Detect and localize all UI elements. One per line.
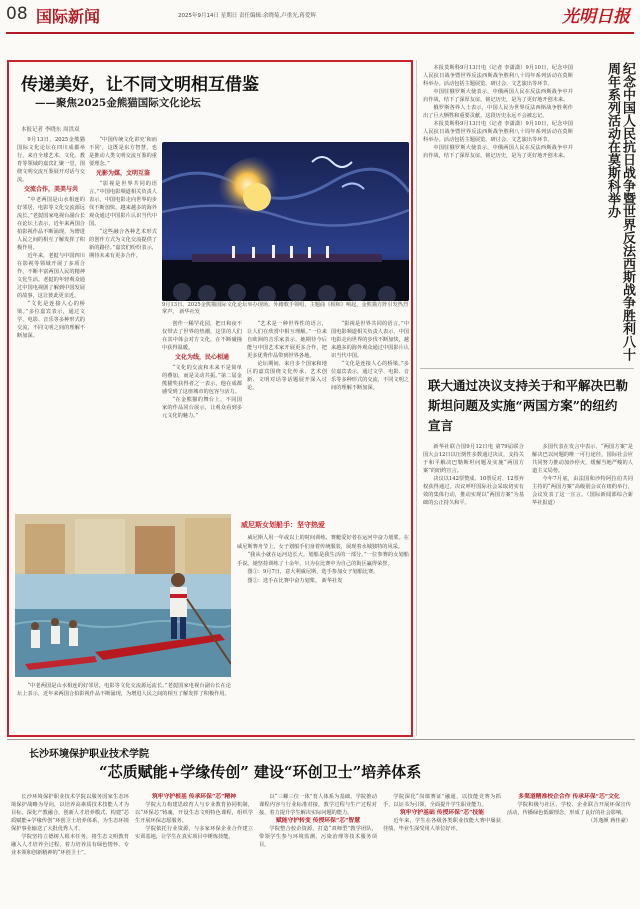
section-title: 国际新闻 [36, 7, 101, 26]
school-column-3 [259, 793, 377, 900]
paragraph: “中老两国是山水相连的好邻居，电影等文化交流源远流长。”老挝国家电视台副台长在论坛上表示，近年来两国合拍影视作品不断涌现，为增进人民之间的相互了解发挥了积极作用。 [17, 683, 231, 697]
paragraph: 新华社联合国9月12日电 第79届联合国大会12日以压倒性多数通过决议，支持关于和平解决巴勒斯坦问题及实施“两国方案”的纽约宣言。 [423, 444, 524, 474]
feature-subheadline: ——聚焦2025金熊猫国际文化论坛 [35, 97, 201, 109]
feature-column-5 [331, 320, 409, 508]
issue-info: 2025年9月14日 星期日 责任编辑:余晓菊,卢重光,蒋爱辉 [178, 13, 316, 19]
paragraph: 中国驻俄罗斯大使表示，中俄两国人民在反法西斯战争中并肩作战，结下了深厚友谊。铭记历史，是为了更好地开创未来。 [423, 145, 573, 159]
column-subhead: 赋能守护转变 传授环保“芯”智慧 [275, 818, 361, 824]
column-subhead: 交流合作，美美与共 [23, 186, 78, 193]
paragraph: 学院积极与社区、学校、企业联合开展环保宣传活动，传播绿色低碳理念，形成了良好的社会影响。 [507, 802, 631, 816]
paragraph: “文化是连接人心的桥梁。”多位嘉宾表示，通过文学、电影、音乐等多种形式的交流，不同文明之间的理解不断加深。 [331, 361, 409, 391]
paragraph: 学院依托行业资源，与多家环保企业合作建立实训基地，让学生在真实项目中锤炼技能。 [135, 826, 253, 840]
school-name: 长沙环境保护职业技术学院 [29, 749, 149, 760]
paragraph: 本报莫斯科9月13日电（记者 李潇潇）9月10日，纪念中国人民抗日战争暨世界反法西斯战争胜利八十周年系列活动在莫斯科举办。活动包括主题展览、研讨会、文艺演出等环节。 [423, 65, 573, 87]
column-subhead: 文化为线，民心相通 [174, 354, 229, 361]
column-subhead: 光影为媒，文明互鉴 [95, 170, 150, 177]
column-subhead: 多渠道精准校企合作 传承环保“芯”文化 [518, 794, 620, 800]
feature-byline: 本报记者 李晓东 周洪双 [21, 127, 80, 133]
paragraph: 学院深化“岗课赛证”融通，以技能竞赛为抓手，以证书为引领，全面提升学生职业能力。 [383, 794, 501, 808]
newspaper-logo: 光明日报 [562, 7, 630, 27]
paragraph: 9月13日，2025金熊猫国际文化论坛在四川成都举行，来自全球艺术、文化、教育等领域的嘉宾汇聚一堂，围绕文明交流互鉴展开对话与交流。 [17, 137, 85, 183]
paragraph: 长沙环境保护职业技术学院以服务国家生态环境保护战略为导向，以培养高素质技术技能人才为目标，深化产教融合，创新人才培养模式，构建“芯质赋能+学缘传创”环创卫士培养体系，为生态环境保护事业输送了大批优秀人才。 [11, 794, 129, 832]
paragraph: 论坛期间，来自多个国家和地区的嘉宾围绕文化传承、艺术创新、文明对话等话题展开深入讨论。 [247, 361, 327, 391]
column-subhead: 筑牢守护根基 传承环保“芯”精神 [151, 794, 237, 800]
photo-bottom-text [17, 682, 231, 734]
bottom-rule [7, 739, 635, 740]
section-rule [420, 368, 634, 369]
un-resolution-headline[interactable]: 联大通过决议支持关于和平解决巴勒斯坦问题及实施“两国方案”的纽约宣言 [428, 378, 629, 433]
school-feature [7, 741, 635, 904]
feature-column-1 [17, 136, 85, 506]
paragraph: “艺术是一种世界性的语言，让人们在欣赏中相互理解。”一位来自欧洲的音乐家表示，她期待今后能与中国艺术家开展更多合作，把更多优秀作品带到世界各地。 [247, 321, 327, 359]
inset-headline[interactable]: 威尼斯女划船手：坚守热爱 [241, 520, 325, 529]
masthead-rule [6, 32, 634, 34]
rowing-photo-image [15, 514, 231, 677]
paragraph: “这些融合各种艺术形式的创作方式为文化交流提供了新的路径。”嘉宾们纷纷表示，期待未来有更多合作。 [89, 229, 157, 259]
un-resolution-text [423, 443, 633, 733]
paragraph: “文化是连接人心的桥梁。”多位嘉宾表示，通过文学、电影、音乐等多种形式的交流，不同文明之间的理解不断加深。 [17, 301, 85, 339]
school-headline[interactable]: “芯质赋能+学缘传创” 建设“环创卫士”培养体系 [99, 763, 422, 781]
school-column-5 [507, 793, 631, 900]
feature-column-2 [89, 136, 157, 506]
paragraph: 本报莫斯科9月13日电（记者 李潇潇）9月10日，纪念中国人民抗日战争暨世界反法西斯战争胜利八十周年系列活动在莫斯科举办。活动包括主题展览、研讨会、文艺演出等环节。 [423, 121, 573, 143]
paragraph: 学院整合校企资源，打造“双师型”教学团队，带领学生参与环境监测、污染治理等技术服务项目。 [259, 826, 377, 848]
column-divider [416, 60, 417, 736]
paragraph: “在金熊猫的舞台上，不同国家的作品同台展示，让观众看到多元文化的魅力。” [162, 397, 242, 419]
venice-rowing-photo[interactable] [15, 514, 231, 677]
feature-column-3 [162, 320, 242, 508]
school-column-1 [11, 793, 129, 900]
school-column-2 [135, 793, 253, 900]
paragraph: “文化的交流和未来不是简单的叠加，而是灵动共振。”第二届金熊猫奖获得者之一表示，他在成都感受到了这座城市的包容与活力。 [162, 365, 242, 395]
paragraph: 中国驻俄罗斯大使表示，中俄两国人民在反法西斯战争中并肩作战，结下了深厚友谊。铭记历史，是为了更好地开创未来。 [423, 89, 573, 103]
feature-headline[interactable]: 传递美好，让不同文明相互借鉴 [21, 75, 259, 95]
masthead [0, 0, 640, 42]
paragraph: 近年来，老挝与中国四川在影视等领域开展了多项合作，不断丰富两国人民的精神文化生活。老挝的年轻观众通过中国电视剧了解到中国发展的故事，这让彼此更亲近。 [17, 253, 85, 299]
paragraph: 多国代表在发言中表示，“两国方案”是解决巴以问题的唯一可行途径，国际社会应共同努力推动加沙停火，缓解当地严峻的人道主义局势。 [532, 444, 633, 474]
paragraph: 创作一稀罕花园，把日和夜不仅带去了世界的热潮，这里的人们在其中体会对方文化，在不断碰撞中获得温暖。 [162, 321, 242, 351]
paragraph: 决议以142票赞成、10票反对、12票弃权获得通过。决议呼吁国际社会采取切实有效的集体行动，推动实现以“两国方案”为基础的公正持久和平。 [423, 476, 524, 506]
paragraph: “中国传统文化讲究‘和而不同’，这既是东方智慧，也是推动人类文明交流互鉴的重要理念。” [89, 137, 157, 167]
paragraph: “影视是世界共同的语言。”中国电影频道相关负责人表示，中国电影走向世界的步伐不断加快，越来越多的海外观众通过中国影片认识当代中国。 [89, 181, 157, 227]
paragraph: 学院坚持立德树人根本任务，将生态文明教育融入人才培养全过程，着力培养具有绿色情怀、专业本领和创新精神的“环创卫士”。 [11, 834, 129, 856]
paragraph: 今年7月底，由法国和沙特阿拉伯共同主持的“两国方案”高级别会议在纽约举行，会议发表了这一宣言。（国际新闻部综合新华社报道） [532, 476, 633, 506]
stage-photo-caption: 9月13日，2025金熊猫国际文化论坛举办现场。外籍歌手领唱，主题曲《相和》响起，金熊猫方阵引发热烈掌声。 新华社发 [162, 302, 409, 315]
column-subhead: 筑牢守护基础 传授环保“芯”技能 [399, 810, 485, 816]
school-column-4 [383, 793, 501, 900]
paragraph: 图②：选手在比赛中奋力划桨。 新华社发 [247, 577, 343, 584]
paragraph: “中老两国是山水相连的好邻居，电影等文化交流源远流长。”老挝国家电视台副台长在论坛上表示，近年来两国合拍影视作品不断涌现，为增进人民之间的相互了解发挥了积极作用。 [17, 197, 85, 251]
paragraph: 近年来，学生在各级各类职业技能大赛中屡获佳绩，毕业生深受用人单位好评。 [383, 818, 501, 832]
paragraph: 以“三螺三位一体”育人体系为基础，学院推动课程内容与行业标准对接，教学过程与生产过程对接，着力提升学生解决实际问题的能力。 [259, 794, 377, 816]
feature-column-4 [247, 320, 327, 508]
paragraph: 图①：9月7日，意大利威尼斯，选手参加女子划船比赛。 [247, 569, 379, 575]
feature-article [7, 60, 413, 737]
author-credit: （苏逸颜 蒋佳豪） [587, 818, 631, 824]
paragraph: “影视是世界共同的语言。”中国电影频道相关负责人表示，中国电影走向世界的步伐不断加快，越来越多的海外观众通过中国影片认识当代中国。 [331, 321, 409, 359]
moscow-article-text [423, 64, 573, 360]
paragraph: “我从小就在运河边长大，划船是我生活的一部分。”一位参赛的女划船手说。她坚持训练了十余年，只为在比赛中为自己的街区赢得荣誉。 [237, 552, 409, 567]
paragraph: 威尼斯人用一年或以上的时间训练，赛艇爱好者在运河中奋力划桨。在威尼斯赛舟节上，女子划船手们身着传统服装，展现着水城独特的风采。 [237, 535, 409, 550]
forum-stage-photo[interactable] [162, 142, 409, 301]
stage-photo-image [162, 142, 409, 301]
paragraph: 俄罗斯各界人士表示，中国人民为世界反法西斯战争胜利作出了巨大牺牲和重要贡献，这段历史永远不会被忘记。 [423, 105, 573, 119]
paragraph: 学院大力构建思政育人与专业教育协同机制，以“环保芯”铸魂，开设生态文明特色课程，组织学生开展环保志愿服务。 [135, 802, 253, 824]
inset-story-text [237, 534, 409, 734]
page-number: 08 [6, 4, 28, 24]
moscow-headline[interactable]: 纪念中国人民抗日战争暨世界反法西斯战争胜利八十周年系列活动在莫斯科举办 [605, 62, 635, 361]
